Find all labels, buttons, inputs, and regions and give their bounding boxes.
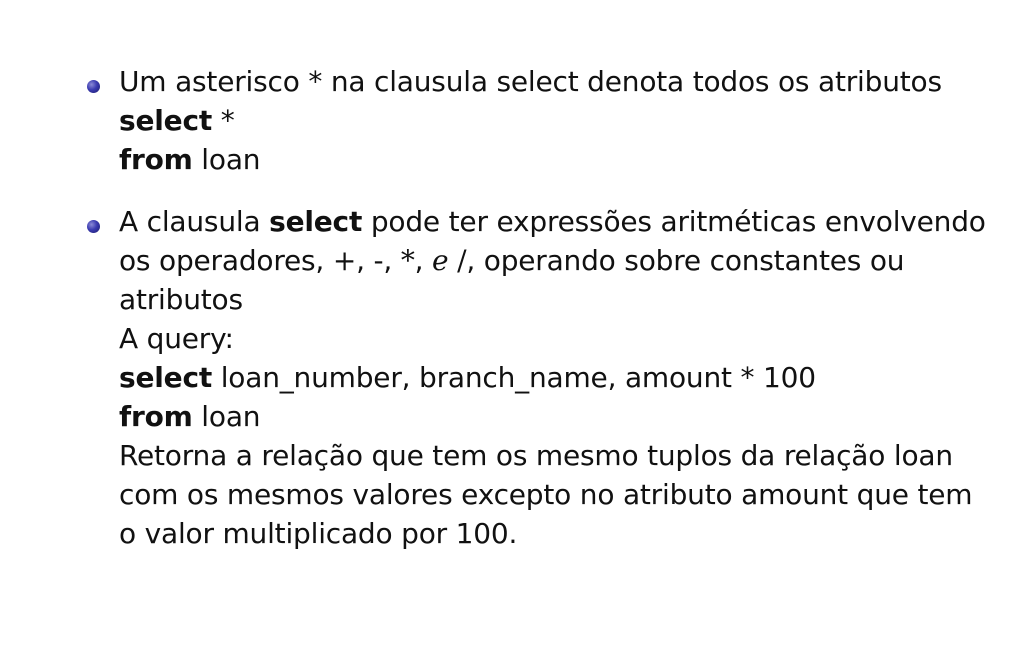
sql-line-from <box>119 397 1019 436</box>
bullet-text-line: atributos <box>119 283 243 316</box>
bullet-icon <box>87 220 100 233</box>
operator-minus: - <box>373 244 384 277</box>
bullet-text: Um asterisco * na clausula select denota todos os atributos <box>119 65 942 98</box>
bullet-item-arithmetic <box>119 202 1019 553</box>
text-fragment: A clausula <box>119 205 270 238</box>
sql-keyword-select: select <box>119 361 213 394</box>
bullet-icon <box>87 80 100 93</box>
sql-select-args: loan_number, branch_name, amount * 100 <box>212 361 816 394</box>
text-fragment: os operadores, <box>119 244 333 277</box>
query-label: A query: <box>119 322 234 355</box>
operator-multiply: * <box>400 244 415 277</box>
sql-keyword-from: from <box>119 143 193 176</box>
operators-line <box>119 241 1019 280</box>
sql-line-from <box>119 140 1019 179</box>
sql-keyword-select: select <box>119 104 213 137</box>
operator-divide: / <box>457 244 467 277</box>
separator: , <box>414 244 433 277</box>
sql-from-table: loan <box>192 143 261 176</box>
bullet-text-line <box>119 202 1019 241</box>
conjunction-e: e <box>432 244 449 277</box>
bullet-item-asterisk <box>119 62 1019 179</box>
sql-keyword-from: from <box>119 400 193 433</box>
text-fragment: pode ter expressões aritméticas envolvendo <box>362 205 986 238</box>
result-text-line: o valor multiplicado por 100. <box>119 517 518 550</box>
separator: , <box>383 244 401 277</box>
result-text-line: com os mesmos valores excepto no atributo amount que tem <box>119 478 973 511</box>
separator <box>448 244 457 277</box>
sql-select-args: * <box>212 104 235 137</box>
operator-plus: + <box>332 244 357 277</box>
sql-from-table: loan <box>192 400 261 433</box>
result-text-line: Retorna a relação que tem os mesmo tuplos da relação loan <box>119 439 953 472</box>
sql-line-select <box>119 101 1019 140</box>
sql-line-select <box>119 358 1019 397</box>
keyword-select: select <box>269 205 363 238</box>
separator: , <box>356 244 374 277</box>
text-fragment: , operando sobre constantes ou <box>466 244 905 277</box>
